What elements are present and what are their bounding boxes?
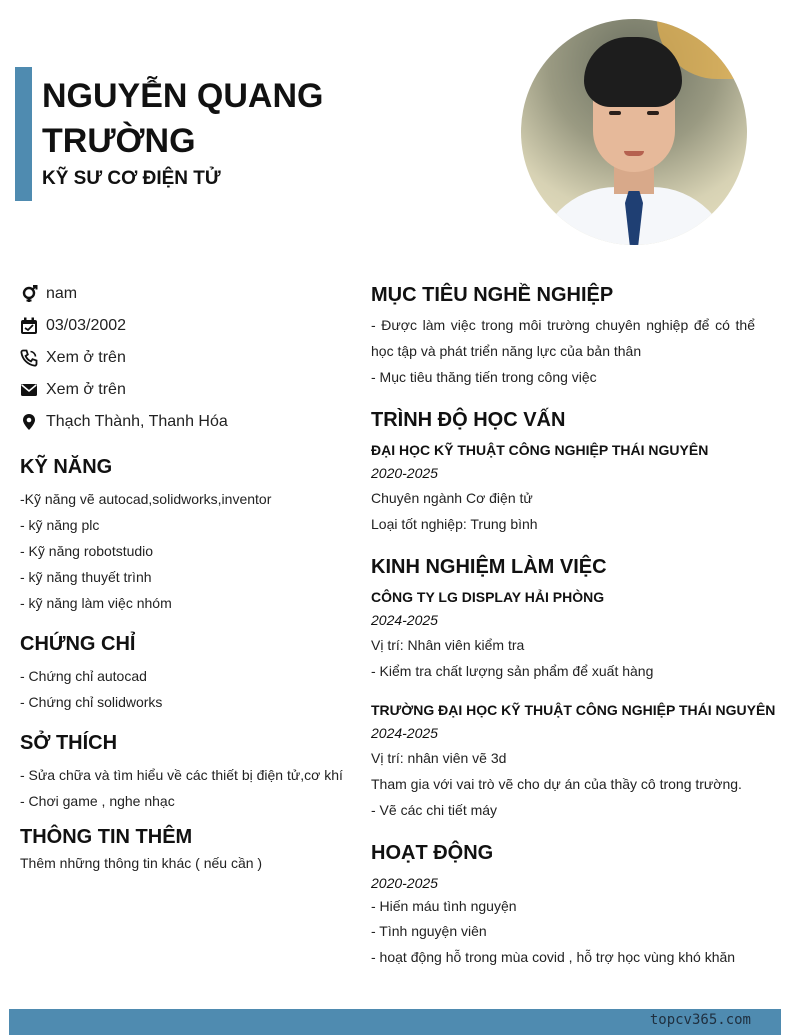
- activity-item: - hoạt động hỗ trong mùa covid , hỗ trợ học vùng khó khăn: [371, 949, 736, 965]
- skills-title: KỸ NĂNG: [20, 456, 113, 478]
- experience-title: KINH NGHIỆM LÀM VIỆC: [371, 556, 607, 578]
- calendar-icon: [20, 317, 38, 335]
- job-position: Vị trí: nhân viên vẽ 3d: [371, 750, 507, 766]
- job-position: Vị trí: Nhân viên kiểm tra: [371, 637, 525, 653]
- job-date: 2024-2025: [371, 725, 438, 741]
- location-icon: [20, 413, 38, 431]
- activity-item: - Hiến máu tình nguyện: [371, 898, 517, 914]
- objective-title: MỤC TIÊU NGHỀ NGHIỆP: [371, 284, 614, 306]
- address-value: Thạch Thành, Thanh Hóa: [46, 413, 228, 430]
- email-value: Xem ở trên: [46, 381, 126, 398]
- contact-phone: [20, 342, 350, 374]
- avatar: [521, 19, 747, 245]
- job-description: - Kiểm tra chất lượng sản phẩm để xuất hàng: [371, 663, 654, 679]
- activities-title: HOẠT ĐỘNG: [371, 842, 494, 864]
- skill-item: - kỹ năng plc: [20, 517, 100, 533]
- certificate-item: - Chứng chỉ autocad: [20, 668, 147, 684]
- footer-brand: topcv365.com: [649, 1012, 751, 1028]
- job-date: 2024-2025: [371, 612, 438, 628]
- job-description: Tham gia với vai trò vẽ cho dự án của thầy cô trong trường.: [371, 776, 742, 792]
- hobbies-title: SỞ THÍCH: [20, 732, 118, 754]
- contact-dob: [20, 310, 350, 342]
- gender-value: nam: [46, 285, 78, 302]
- hobby-item: - Sửa chữa và tìm hiểu về các thiết bị điện tử,cơ khí: [20, 767, 343, 783]
- activities-date: 2020-2025: [371, 875, 438, 891]
- skill-item: - kỹ năng thuyết trình: [20, 569, 152, 585]
- dob-value: 03/03/2002: [46, 317, 127, 334]
- phone-value: Xem ở trên: [46, 349, 126, 366]
- extra-info-text: Thêm những thông tin khác ( nếu cần ): [20, 855, 263, 871]
- education-title: TRÌNH ĐỘ HỌC VẤN: [371, 409, 566, 431]
- school-name: ĐẠI HỌC KỸ THUẬT CÔNG NGHIỆP THÁI NGUYÊN: [371, 442, 709, 458]
- certificates-title: CHỨNG CHỈ: [20, 633, 136, 655]
- contact-email: [20, 374, 350, 406]
- company-name: CÔNG TY LG DISPLAY HẢI PHÒNG: [371, 589, 605, 605]
- gender-icon: [20, 285, 38, 303]
- skill-item: -Kỹ năng vẽ autocad,solidworks,inventor: [20, 491, 272, 507]
- contact-address: [20, 406, 350, 438]
- candidate-name: [42, 74, 372, 164]
- education-major: Chuyên ngành Cơ điện tử: [371, 490, 533, 506]
- name-line-1: NGUYỄN QUANG: [42, 77, 324, 115]
- job-description: - Vẽ các chi tiết máy: [371, 802, 498, 818]
- job-title: KỸ SƯ CƠ ĐIỆN TỬ: [42, 168, 221, 189]
- objective-text: - Được làm việc trong môi trường chuyên nghiệp để có thể học tập và phát triển năng lực của bản thân: [371, 317, 755, 359]
- skill-item: - Kỹ năng robotstudio: [20, 543, 154, 559]
- skill-item: - kỹ năng làm việc nhóm: [20, 595, 172, 611]
- hobby-item: - Chơi game , nghe nhạc: [20, 793, 175, 809]
- phone-icon: [20, 349, 38, 367]
- objective-line: - Mục tiêu thăng tiến trong công việc: [371, 369, 597, 385]
- education-date: 2020-2025: [371, 465, 438, 481]
- email-icon: [20, 381, 38, 399]
- contact-gender: [20, 278, 350, 310]
- activity-item: - Tình nguyện viên: [371, 923, 487, 939]
- extra-info-title: THÔNG TIN THÊM: [20, 826, 193, 848]
- footer-bar: [9, 1009, 781, 1035]
- name-accent-bar: [15, 67, 32, 201]
- certificate-item: - Chứng chỉ solidworks: [20, 694, 163, 710]
- contact-info: [20, 278, 350, 438]
- name-line-2: TRƯỜNG: [42, 122, 196, 160]
- company-name: TRƯỜNG ĐẠI HỌC KỸ THUẬT CÔNG NGHIỆP THÁI NGUYÊN: [371, 702, 776, 718]
- education-grade: Loại tốt nghiệp: Trung bình: [371, 516, 538, 532]
